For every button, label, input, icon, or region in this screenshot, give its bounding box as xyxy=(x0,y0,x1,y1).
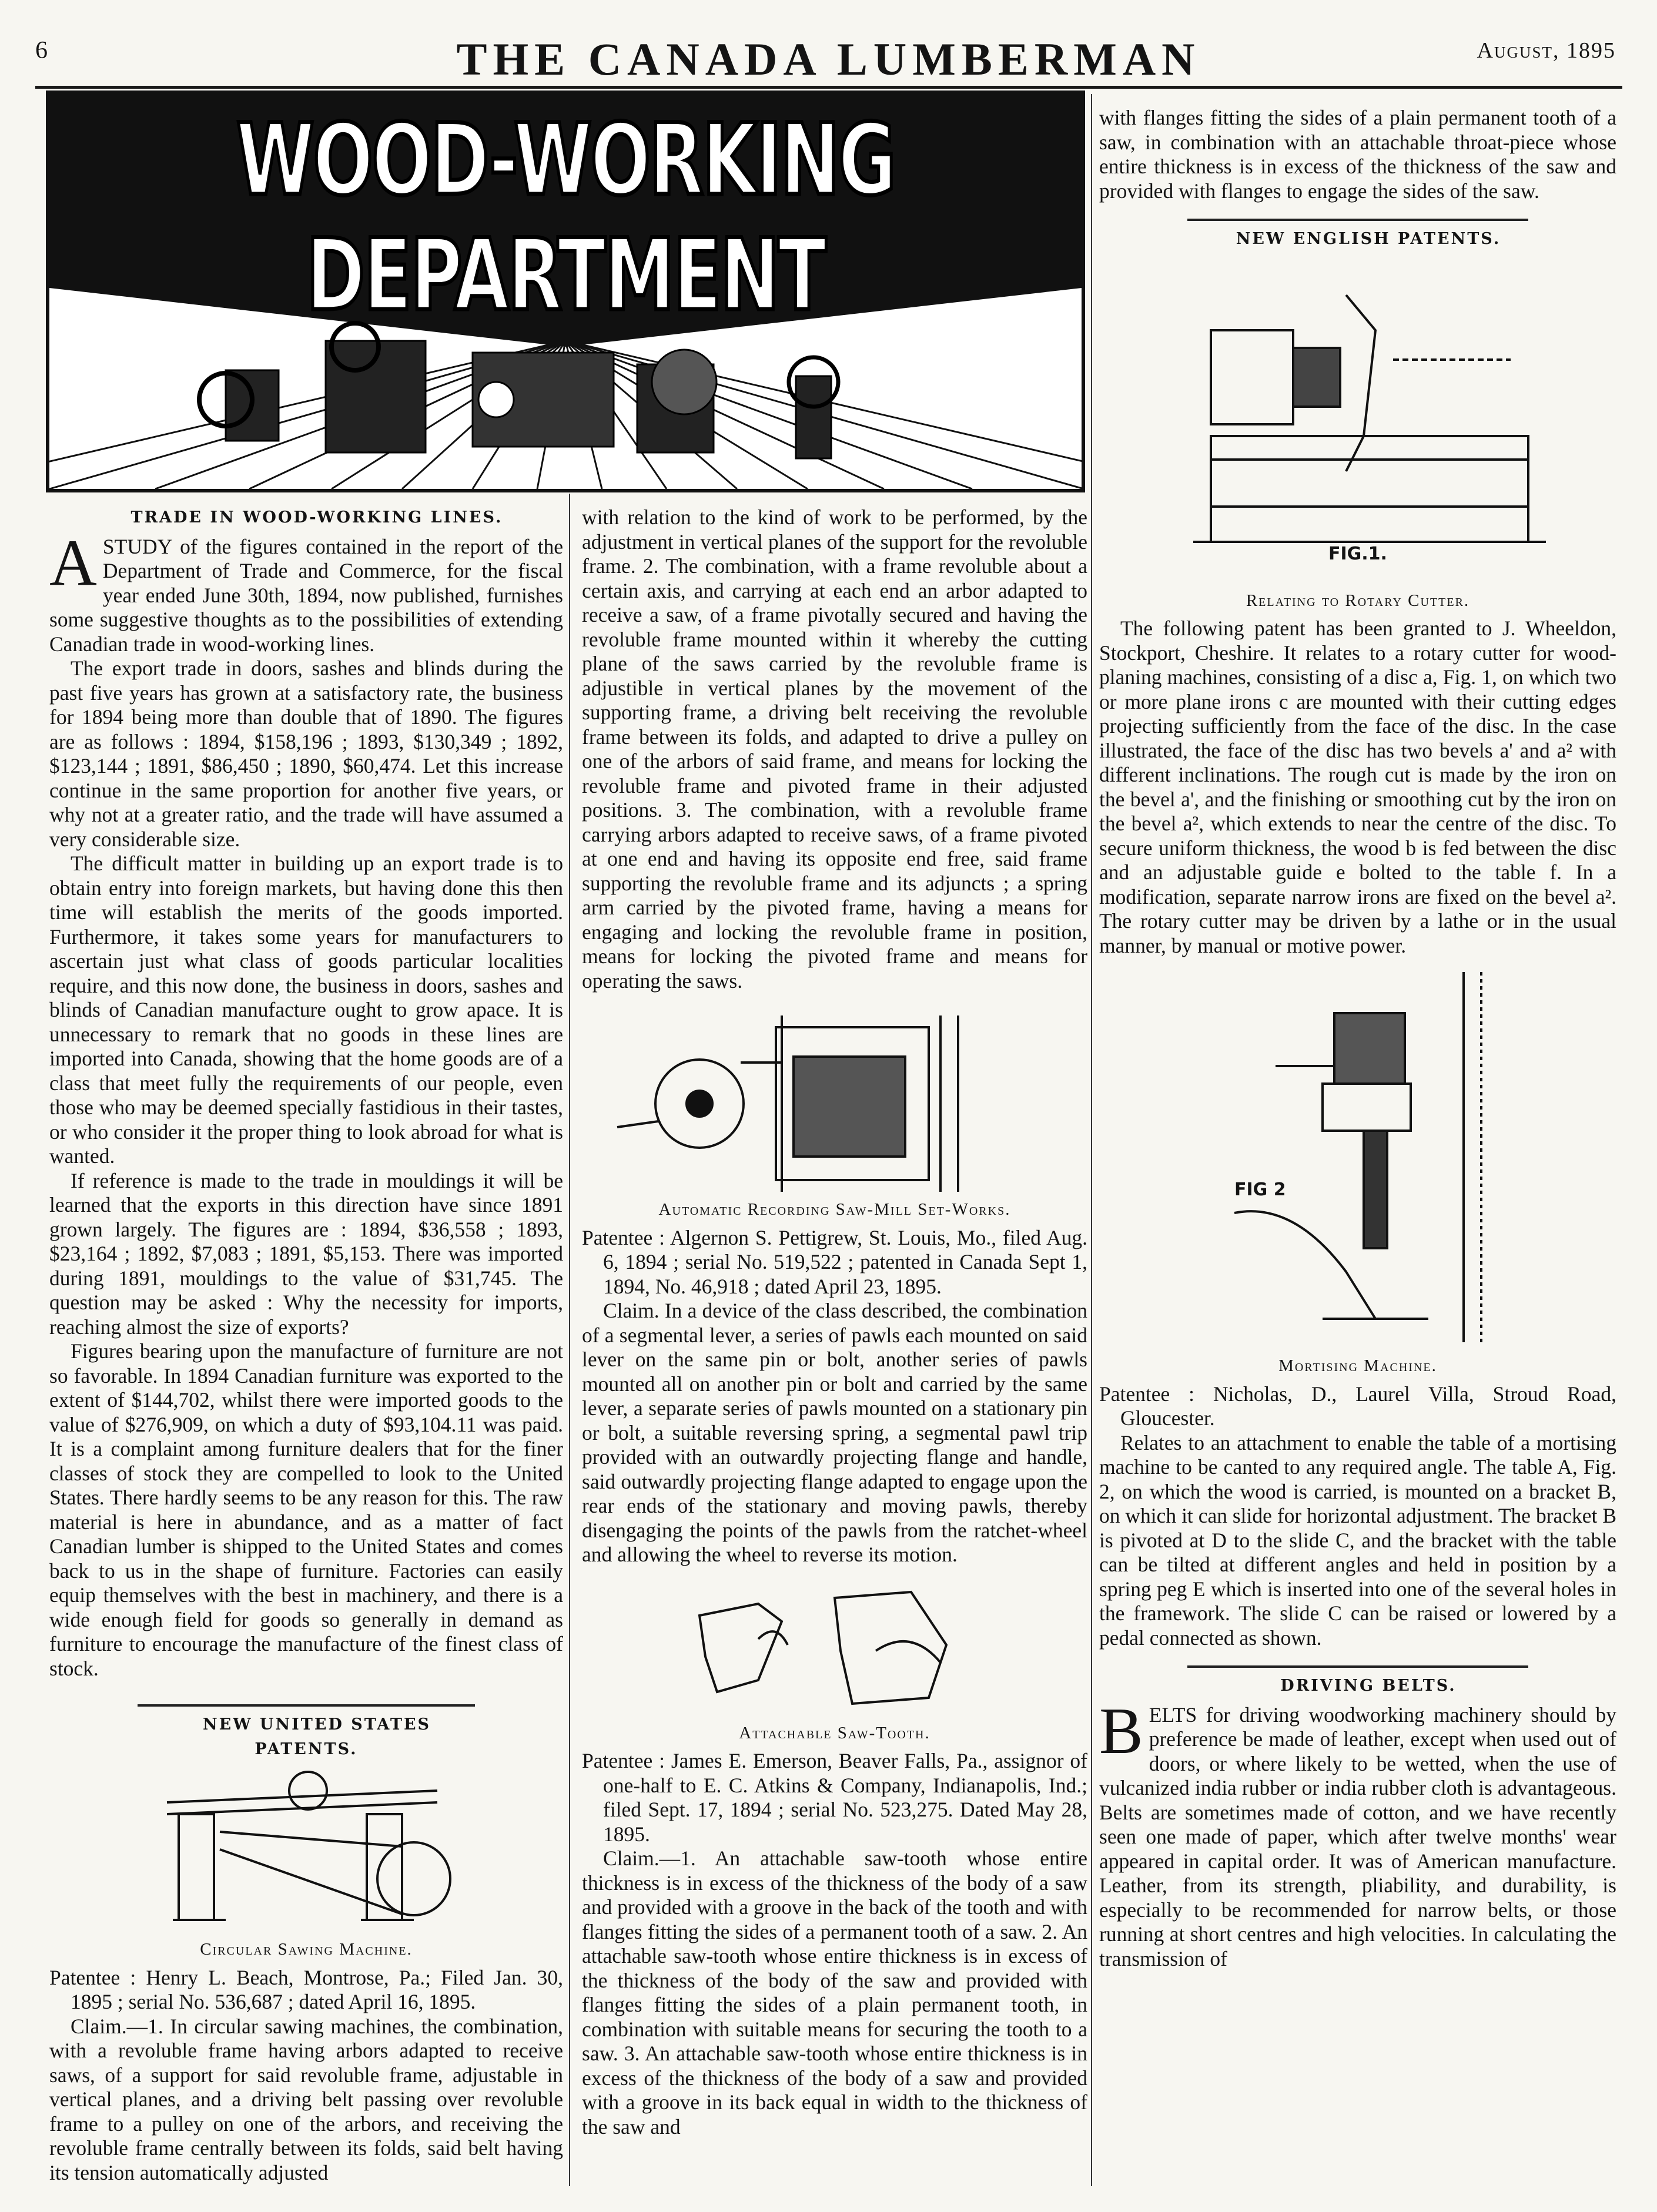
paragraph: The following patent has been granted to J. Wheeldon, Stockport, Cheshire. It relates to a rotary cutter for wood-planing machines, consisting of a disc a, Fig. 1, on which two or more plane irons c are mounted with their cutting edges projecting sufficiently from the face of the disc. In the case illustrated, the face of the disc has two bevels a' and a² with different inclinations. The rough cut is made by the iron on the bevel a', and the finishing or smoothing cut by the iron on the bevel a², which extends to near the centre of the disc. To secure uniform thickness, the wood b is fed between the disc and an adjustable guide e bolted to the table f. In a modification, separate narrow irons are fixed on the bevel a². The rotary cutter may be driven by a lathe or in the usual manner, by manual or motive power. xyxy=(1099,616,1616,957)
column-divider xyxy=(1091,94,1092,2186)
claim-text: Claim.—1. An attachable saw-tooth whose entire thickness is in excess of the thickness of the body of a saw and provided with a groove in the back of the tooth and with flanges fitting the sides of a permanent tooth of a saw. 2. An attachable saw-tooth whose entire thickness is in excess of the thickness of the body of the saw and provided with flanges fitting the sides of a plain permanent tooth, in combination with suitable means for securing the tooth to a saw. 3. An attachable saw-tooth whose entire thickness is in excess of the thickness of the body of a saw and provided with a groove in its back equal in width to the thickness of the saw and xyxy=(582,1846,1087,2139)
column-3 xyxy=(1099,106,1616,1971)
figure-caption: Attachable Saw-Tooth. xyxy=(739,1723,930,1742)
banner-title: WOOD-WORKING DEPARTMENT xyxy=(236,102,895,333)
drop-cap: B xyxy=(1099,1694,1143,1768)
figure-label: FIG.1. xyxy=(1328,543,1387,564)
paragraph: Relates to an attachment to enable the table of a mortising machine to be canted to any required angle. The table A, Fig. 2, on which the wood is carried, is mounted on a bracket B, on which it can slide for horizontal adjustment. The bracket B is pivoted at D to the slide C, and the bracket with the table can be tilted at different angles and held in position by a spring peg E which is inserted into one of the several holes in the framework. The slide C can be raised or lowered by a pedal connected as shown. xyxy=(1099,1430,1616,1650)
saw-mill-set-works-figure xyxy=(582,1004,1087,1198)
rotary-cutter-figure xyxy=(1099,260,1616,589)
paragraph: Figures bearing upon the manufacture of furniture are not so favorable. In 1894 Canadian furniture was exported to the extent of $144,702, whilst there were imported goods to the value of $276,909, on which a duty of $93,104.11 was paid. It is a complaint among furniture dealers that for the finer classes of stock they are compelled to look to the United States. There hardly seems to be any reason for this. The raw material is here in abundance, and as a matter of fact Canadian lumber is shipped to the United States and comes back to us in the shape of furniture. Factories can easily equip themselves with the best in machinery, and there is a wide enough field for goods so generally in demand as furniture to encourage the manufacture of the finest class of stock. xyxy=(49,1339,563,1680)
section-heading-us-patents: NEW UNITED STATES PATENTS. xyxy=(138,1704,475,1761)
figure-caption: Relating to Rotary Cutter. xyxy=(1246,591,1470,610)
claim-text: Claim.—1. In circular sawing machines, the combination, with a revoluble frame having arbors adapted to receive saws, of a support for said revoluble frame, adjustable in vertical planes, and a driving belt passing over revoluble frame to a pulley on one of the arbors, and receiving the revoluble frame centrally between its folds, said belt having its tension automatically adjusted xyxy=(49,2014,563,2184)
section-heading-english-patents: NEW ENGLISH PATENTS. xyxy=(1187,219,1528,252)
wood-working-banner xyxy=(46,91,1085,492)
paragraph: The difficult matter in building up an export trade is to obtain entry into foreign markets, but having done this then time will establish the merits of the goods imported. Furthermore, it takes some years for manufacturers to ascertain just what class of goods particular localities require, and this now done, the business in doors, sashes and blinds of Canadian manufacture ought to grow apace. It is unnecessary to remark that no goods in these lines are imported into Canada, showing that the home goods are of a class that meet fully the requirements of our people, even those who may be deemed specially fastidious in their tastes, or who consider it the proper thing to look abroad for what is wanted. xyxy=(49,852,563,1168)
column-1 xyxy=(49,505,563,2185)
claim-text: Claim. In a device of the class described, the combination of a segmental lever, a series of pawls each mounted on said lever on the same pin or bolt, another series of pawls mounted all on another pin or bolt and carried by the same lever, a separate series of pawls mounted on a stationary pin or bolt, a suitable reversing spring, a segmental pawl trip provided with an outwardly projecting flange and handle, said outwardly projecting flange adapted to engage upon the rear ends of the stationary and moving pawls, thereby disengaging the points of the pawls from the ratchet-wheel and allowing the wheel to reverse its motion. xyxy=(582,1299,1087,1566)
figure-label: FIG 2 xyxy=(1234,1179,1286,1200)
rotary-cutter-drawing xyxy=(1099,260,1616,589)
issue-date: August, 1895 xyxy=(1477,38,1616,63)
patentee-text: Patentee : Algernon S. Pettigrew, St. Louis, Mo., filed Aug. 6, 1894 ; serial No. 519,522 ; patented in Canada Sept 1, 1894, No. 46,918 ; dated April 23, 1895. xyxy=(582,1225,1087,1298)
header-rule xyxy=(35,86,1622,89)
figure-caption: Automatic Recording Saw-Mill Set-Works. xyxy=(658,1200,1011,1219)
patentee-text: Patentee : Nicholas, D., Laurel Villa, Stroud Road, Gloucester. xyxy=(1099,1382,1616,1430)
publication-title: THE CANADA LUMBERMAN xyxy=(456,33,1201,85)
attachable-saw-tooth-figure xyxy=(582,1580,1087,1721)
column-2 xyxy=(582,505,1087,2139)
circular-sawing-machine-figure xyxy=(49,1767,563,1938)
patentee-text: Patentee : Henry L. Beach, Montrose, Pa.; Filed Jan. 30, 1895 ; serial No. 536,687 ; dated April 16, 1895. xyxy=(49,1965,563,2013)
mortising-machine-drawing xyxy=(1099,966,1616,1354)
page-number: 6 xyxy=(35,37,48,64)
paragraph: with flanges fitting the sides of a plain permanent tooth of a saw, in combination with an attachable throat-piece whose entire thickness is in excess of the thickness of the saw and provided with flanges to engage the sides of the saw. xyxy=(1099,106,1616,203)
paragraph: ELTS for driving woodworking machinery should by preference be made of leather, except when used out of doors, or where likely to be wetted, when the use of vulcanized india rubber or india rubber cloth is advantageous. Belts are sometimes made of cotton, and we have recently seen one made of paper, which after twelve months' wear appeared in capital order. It was of American manufacture. Leather, from its strength, pliability, and durability, is especially to be recommended for narrow belts, or those running at short centres and high velocities. In calculating the transmission of xyxy=(1099,1702,1616,1970)
drop-cap: A xyxy=(49,526,97,599)
figure-caption: Mortising Machine. xyxy=(1278,1356,1437,1375)
paragraph: If reference is made to the trade in mouldings it will be learned that the exports in this direction have since 1891 grown largely. The figures are : 1894, $36,558 ; 1893, $23,164 ; 1892, $7,083 ; 1891, $5,153. There was imported during 1891, mouldings to the value of $31,745. The question may be asked : Why the necessity for imports, reaching almost the size of exports? xyxy=(49,1168,563,1339)
paragraph: STUDY of the figures contained in the report of the Department of Trade and Commerce, for the fiscal year ended June 30th, 1894, now published, furnishes some suggestive thoughts as to the possibilities of extending Canadian trade in wood-working lines. xyxy=(49,534,563,656)
column-divider xyxy=(569,494,570,2186)
paragraph: The export trade in doors, sashes and blinds during the past five years has grown at a satisfactory rate, the business for 1894 being more than double that of 1890. The figures are as follows : 1894, $158,196 ; 1893, $130,349 ; 1892, $123,144 ; 1891, $86,450 ; 1890, $60,474. Let this increase continue in the same proportion for another five years, or why not at a greater ratio, and the trade will have assumed a very considerable size. xyxy=(49,656,563,851)
figure-caption: Circular Sawing Machine. xyxy=(200,1940,413,1959)
section-heading-trade: TRADE IN WOOD-WORKING LINES. xyxy=(130,508,503,527)
paragraph: with relation to the kind of work to be performed, by the adjustment in vertical planes of the support for the revoluble frame. 2. The combination, with a frame revoluble about a certain axis, and carrying at each end an arbor adapted to receive a saw, of a frame pivotally secured and having the revoluble frame mounted within it whereby the cutting plane of the saws carried by the revoluble frame is adjustible in vertical planes by the movement of the supporting frame, a driving belt receiving the revoluble frame between its folds, and adapted to drive a pulley on one of the arbors of said frame, and means for locking the revoluble frame and pivoted frame in their adjusted positions. 3. The combination, with a revoluble frame carrying arbors adapted to receive saws, of a frame pivoted at one end and having its opposite end free, said frame supporting the revoluble frame and its adjuncts ; a spring arm carried by the pivoted frame, having a means for engaging and locking the revoluble frame in position, means for locking the pivoted frame and means for operating the saws. xyxy=(582,505,1087,993)
patentee-text: Patentee : James E. Emerson, Beaver Falls, Pa., assignor of one-half to E. C. Atkins & Company, Indianapolis, Ind.; filed Sept. 17, 1894 ; serial No. 523,275. Dated May 28, 1895. xyxy=(582,1749,1087,1846)
section-heading-driving-belts: DRIVING BELTS. xyxy=(1187,1665,1528,1698)
mortising-machine-figure xyxy=(1099,966,1616,1354)
